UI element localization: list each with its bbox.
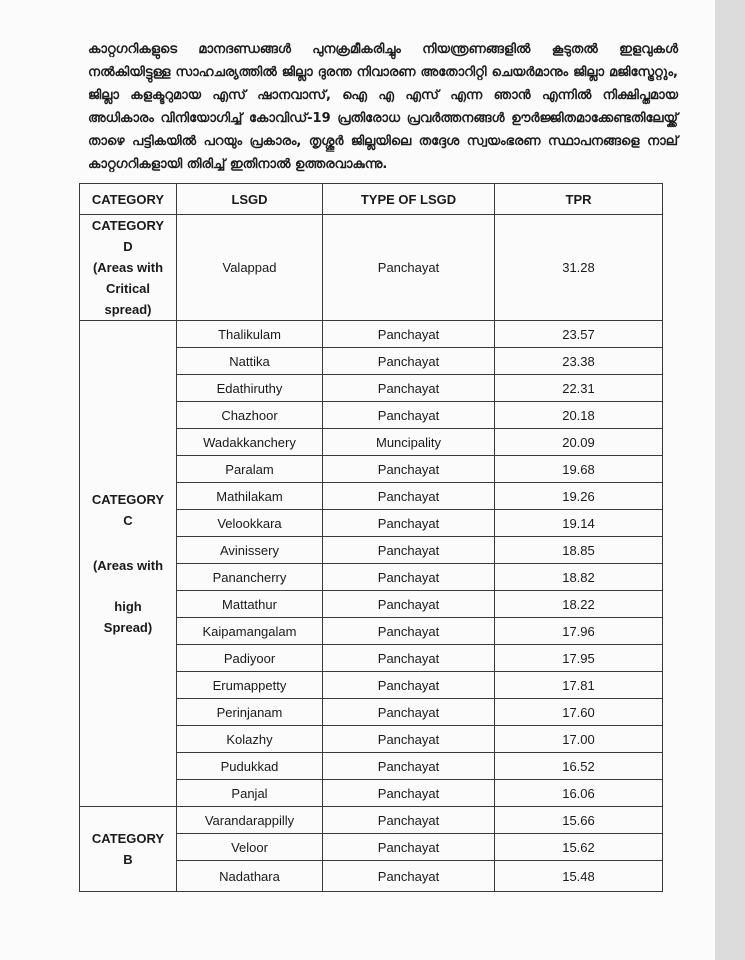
lsgd-cell: Paralam — [177, 456, 323, 483]
type-cell: Panchayat — [323, 537, 495, 564]
tpr-cell: 20.18 — [495, 402, 663, 429]
tpr-cell: 17.96 — [495, 618, 663, 645]
type-cell: Panchayat — [323, 348, 495, 375]
tpr-cell: 31.28 — [495, 215, 663, 321]
header-category: CATEGORY — [80, 184, 177, 215]
type-cell: Panchayat — [323, 402, 495, 429]
header-lsgd: LSGD — [177, 184, 323, 215]
lsgd-cell: Kolazhy — [177, 726, 323, 753]
type-cell: Panchayat — [323, 834, 495, 861]
category-d-line2: D — [123, 239, 133, 254]
category-c-cell — [80, 321, 177, 807]
lsgd-cell: Nadathara — [177, 861, 323, 892]
type-cell: Panchayat — [323, 375, 495, 402]
lsgd-cell: Mathilakam — [177, 483, 323, 510]
type-cell: Muncipality — [323, 429, 495, 456]
category-c-line4: high — [114, 599, 142, 614]
category-b-line2: B — [123, 852, 133, 867]
tpr-table — [79, 183, 663, 892]
tpr-cell: 17.95 — [495, 645, 663, 672]
tpr-cell: 16.52 — [495, 753, 663, 780]
tpr-cell: 15.66 — [495, 807, 663, 834]
lsgd-cell: Kaipamangalam — [177, 618, 323, 645]
lsgd-cell: Chazhoor — [177, 402, 323, 429]
category-b-cell — [80, 807, 177, 892]
category-d-line5: spread) — [104, 302, 152, 317]
type-cell: Panchayat — [323, 215, 495, 321]
lsgd-cell: Perinjanam — [177, 699, 323, 726]
tpr-cell: 15.48 — [495, 861, 663, 892]
lsgd-cell: Erumappetty — [177, 672, 323, 699]
header-tpr: TPR — [495, 184, 663, 215]
tpr-cell: 17.00 — [495, 726, 663, 753]
table-row — [80, 215, 663, 321]
table-row — [80, 321, 663, 348]
tpr-cell: 15.62 — [495, 834, 663, 861]
type-cell: Panchayat — [323, 510, 495, 537]
tpr-cell: 23.38 — [495, 348, 663, 375]
category-c-line5: Spread) — [103, 620, 153, 635]
lsgd-cell: Edathiruthy — [177, 375, 323, 402]
lsgd-cell: Varandarappilly — [177, 807, 323, 834]
tpr-cell: 23.57 — [495, 321, 663, 348]
intro-paragraph: കാറ്റഗറികളുടെ മാനദണ്ഡങ്ങൾ പുനക്രമീകരിച്ചും നിയന്ത്രണങ്ങളിൽ കൂടുതൽ ഇളവുകൾ നൽകിയിട്ടുള്ള സാഹചര്യത്തിൽ ജില്ലാ ദുരന്ത നിവാരണ അതോറിറ്റി ചെയർമാനും ജില്ലാ മജിസ്ട്രേറ്റും, ജില്ലാ കളക്ടറുമായ എസ് ഷാനവാസ്, ഐ എ എസ് എന്ന ഞാൻ എന്നിൽ നിക്ഷിപ്തമായ അധികാരം വിനിയോഗിച്ച് കോവിഡ്-19 പ്രതിരോധ പ്രവർത്തനങ്ങൾ ഊർജ്ജിതമാക്കേണ്ടതിലേയ്ക്ക് താഴെ പട്ടികയിൽ പറയും പ്രകാരം, തൃശ്ശൂർ ജില്ലയിലെ തദ്ദേശ സ്വയംഭരണ സ്ഥാപനങ്ങളെ നാല് കാറ്റഗറികളായി തിരിച്ച് ഇതിനാൽ ഉത്തരവാകുന്നു. — [88, 42, 678, 172]
type-cell: Panchayat — [323, 456, 495, 483]
category-c-line2: C — [123, 513, 133, 528]
lsgd-cell: Veloor — [177, 834, 323, 861]
type-cell: Panchayat — [323, 699, 495, 726]
category-b-line1: CATEGORY — [91, 831, 165, 846]
category-d-line3: (Areas with — [92, 260, 164, 275]
type-cell: Panchayat — [323, 861, 495, 892]
lsgd-cell: Thalikulam — [177, 321, 323, 348]
category-c-line1: CATEGORY — [91, 492, 165, 507]
tpr-cell: 22.31 — [495, 375, 663, 402]
type-cell: Panchayat — [323, 753, 495, 780]
type-cell: Panchayat — [323, 591, 495, 618]
type-cell: Panchayat — [323, 321, 495, 348]
table-header-row — [80, 184, 663, 215]
tpr-cell: 18.82 — [495, 564, 663, 591]
tpr-cell: 18.85 — [495, 537, 663, 564]
tpr-cell: 19.14 — [495, 510, 663, 537]
category-d-line1: CATEGORY — [91, 218, 165, 233]
type-cell: Panchayat — [323, 726, 495, 753]
category-d-line4: Critical — [105, 281, 151, 296]
type-cell: Panchayat — [323, 645, 495, 672]
table-row — [80, 807, 663, 834]
tpr-cell: 17.60 — [495, 699, 663, 726]
type-cell: Panchayat — [323, 483, 495, 510]
lsgd-cell: Padiyoor — [177, 645, 323, 672]
lsgd-cell: Panjal — [177, 780, 323, 807]
lsgd-cell: Nattika — [177, 348, 323, 375]
lsgd-cell: Panancherry — [177, 564, 323, 591]
category-c-line3: (Areas with — [92, 558, 164, 573]
type-cell: Panchayat — [323, 672, 495, 699]
category-d-cell — [80, 215, 177, 321]
tpr-cell: 17.81 — [495, 672, 663, 699]
tpr-cell: 19.68 — [495, 456, 663, 483]
tpr-cell: 20.09 — [495, 429, 663, 456]
lsgd-cell: Avinissery — [177, 537, 323, 564]
tpr-cell: 16.06 — [495, 780, 663, 807]
lsgd-cell: Mattathur — [177, 591, 323, 618]
type-cell: Panchayat — [323, 618, 495, 645]
tpr-cell: 18.22 — [495, 591, 663, 618]
header-type: TYPE OF LSGD — [323, 184, 495, 215]
type-cell: Panchayat — [323, 564, 495, 591]
type-cell: Panchayat — [323, 807, 495, 834]
lsgd-cell: Pudukkad — [177, 753, 323, 780]
tpr-cell: 19.26 — [495, 483, 663, 510]
lsgd-cell: Valappad — [177, 215, 323, 321]
lsgd-cell: Velookkara — [177, 510, 323, 537]
lsgd-cell: Wadakkanchery — [177, 429, 323, 456]
type-cell: Panchayat — [323, 780, 495, 807]
